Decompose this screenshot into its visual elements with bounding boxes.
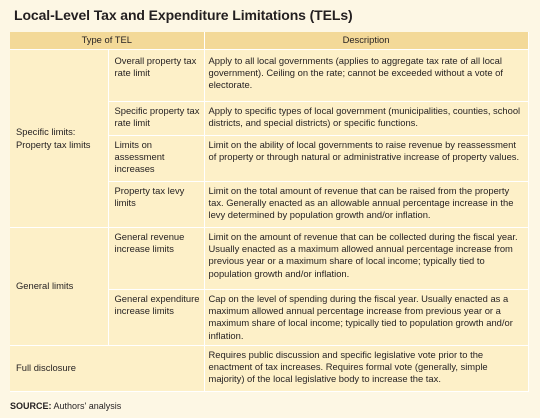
source-label: SOURCE: [10,401,52,411]
tel-type: Limits on assessment increases [108,136,204,182]
tel-type: Specific property tax rate limit [108,102,204,136]
header-description: Description [204,32,528,50]
table-row [10,50,528,102]
group-specific-limits: Specific limits: Property tax limits [10,50,108,228]
table-row [10,346,528,392]
tel-table [10,32,529,392]
source-note [10,401,121,411]
tel-type: Property tax levy limits [108,182,204,228]
group-full-disclosure: Full disclosure [10,346,204,392]
tel-type: General expenditure increase limits [108,290,204,346]
tel-description: Requires public discussion and specific legislative vote prior to the enactment of tax increases. Requires formal vote (generally, simple majority) of the local legislative body to increase the tax. [204,346,528,392]
figure-title: Local-Level Tax and Expenditure Limitations (TELs) [14,7,353,23]
tel-type: Overall property tax rate limit [108,50,204,102]
tel-description: Limit on the total amount of revenue that can be raised from the property tax. Generally enacted as an allowable annual percentage increase in the levy determined by population growth and/or inflation. [204,182,528,228]
group-general-limits: General limits [10,228,108,346]
tel-description: Apply to specific types of local government (municipalities, counties, school districts, and special districts) or specific functions. [204,102,528,136]
table-header-row [10,32,528,50]
tel-description: Apply to all local governments (applies to aggregate tax rate of all local government). Ceiling on the rate; cannot be exceeded without a vote of electorate. [204,50,528,102]
source-text: Authors' analysis [53,401,122,411]
tel-description: Limit on the ability of local governments to raise revenue by reassessment of property or through natural or administrative increase of property values. [204,136,528,182]
tel-description: Cap on the level of spending during the fiscal year. Usually enacted as a maximum allowed annual percentage increase from previous year or a maximum share of local income; typically tied to population growth and/or inflation. [204,290,528,346]
tel-description: Limit on the amount of revenue that can be collected during the fiscal year. Usually enacted as a maximum allowed annual percentage increase from previous year or a maximum share of local income; typically tied to population growth and/or inflation. [204,228,528,290]
table-row [10,228,528,290]
tel-type: General revenue increase limits [108,228,204,290]
header-type-of-tel: Type of TEL [10,32,204,50]
